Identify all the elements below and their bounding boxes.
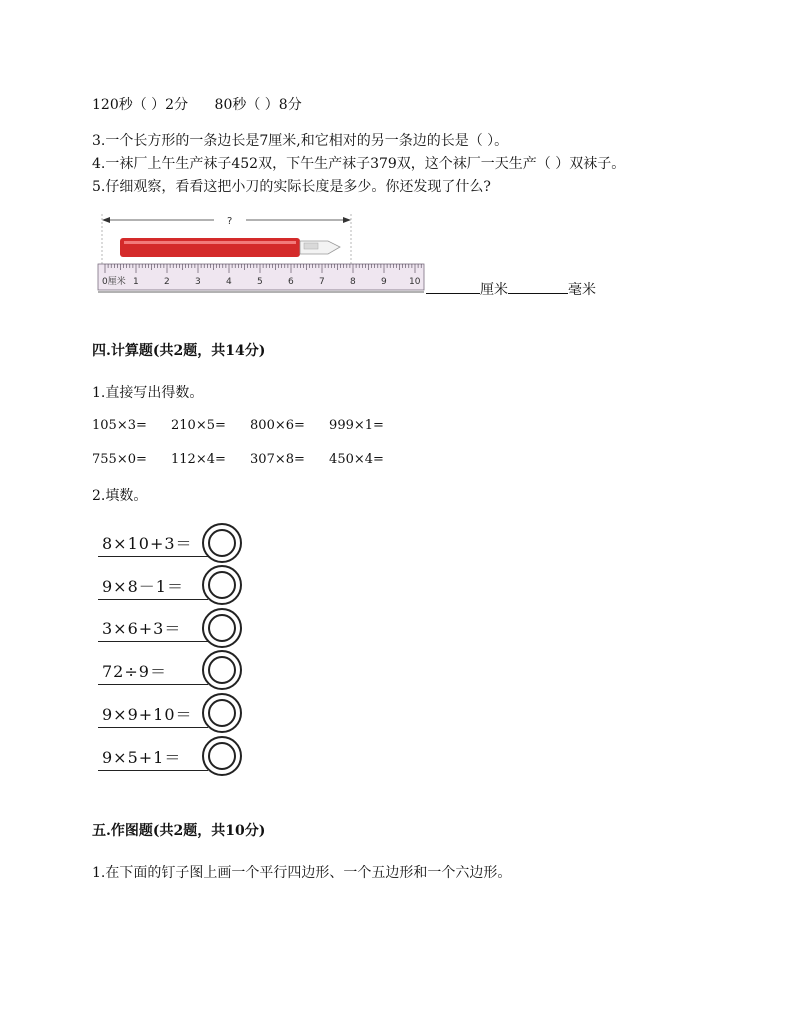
calc-item: 105×3= bbox=[92, 418, 147, 433]
calc-row-2 bbox=[92, 452, 404, 467]
answer-circle-inner bbox=[208, 699, 236, 727]
answer-circle-6[interactable] bbox=[202, 736, 242, 776]
ruler-unit-label: 0厘米 bbox=[102, 277, 126, 287]
answer-circle-2[interactable] bbox=[202, 565, 242, 605]
fill-row-4 bbox=[98, 662, 208, 685]
answer-blank-cm[interactable] bbox=[426, 279, 480, 294]
ruler-tick-label-4: 4 bbox=[226, 277, 232, 287]
answer-circle-inner bbox=[208, 529, 236, 557]
fill-row-2 bbox=[98, 577, 208, 600]
ruler-tick-label-1: 1 bbox=[133, 277, 139, 287]
answer-circle-3[interactable] bbox=[202, 608, 242, 648]
knife-slider bbox=[304, 243, 318, 249]
fill-expression: 8×10+3＝ bbox=[102, 534, 193, 553]
section4-title: 四.计算题(共2题，共14分) bbox=[92, 343, 266, 359]
convert-b: 80秒（ ）8分 bbox=[214, 97, 302, 113]
calc-item: 999×1= bbox=[329, 418, 384, 433]
answer-blank-mm[interactable] bbox=[508, 279, 568, 294]
ruler-tick-label-3: 3 bbox=[195, 277, 201, 287]
fill-row-3 bbox=[98, 619, 208, 642]
ruler-tick-label-7: 7 bbox=[319, 277, 325, 287]
knife-highlight bbox=[124, 241, 296, 244]
calc-item: 112×4= bbox=[171, 452, 226, 467]
fill-expression: 72÷9＝ bbox=[102, 662, 167, 681]
arrow-left-icon bbox=[102, 217, 110, 223]
fill-expression: 3×6+3＝ bbox=[102, 619, 182, 638]
unit-cm: 厘米 bbox=[480, 282, 508, 298]
ruler-figure bbox=[94, 208, 434, 298]
section4-q1: 1.直接写出得数。 bbox=[92, 385, 204, 401]
ruler-answer bbox=[426, 279, 596, 299]
knife-body bbox=[120, 238, 300, 257]
ruler-tick-label-8: 8 bbox=[350, 277, 356, 287]
convert-a: 120秒（ ）2分 bbox=[92, 97, 189, 113]
calc-row-1 bbox=[92, 418, 404, 433]
answer-circle-inner bbox=[208, 571, 236, 599]
arrow-right-icon bbox=[343, 217, 351, 223]
calc-item: 755×0= bbox=[92, 452, 147, 467]
ruler-tick-label-10: 10 bbox=[409, 277, 421, 287]
ruler-tick-label-9: 9 bbox=[381, 277, 387, 287]
answer-circle-4[interactable] bbox=[202, 650, 242, 690]
answer-circle-5[interactable] bbox=[202, 693, 242, 733]
answer-circle-inner bbox=[208, 742, 236, 770]
fill-row-1 bbox=[98, 534, 208, 557]
answer-circle-1[interactable] bbox=[202, 523, 242, 563]
fill-row-5 bbox=[98, 705, 208, 728]
fill-expression: 9×9+10＝ bbox=[102, 705, 193, 724]
convert-line bbox=[92, 94, 302, 114]
fill-row-6 bbox=[98, 748, 208, 771]
ruler-tick-label-2: 2 bbox=[164, 277, 170, 287]
calc-item: 450×4= bbox=[329, 452, 384, 467]
unit-mm: 毫米 bbox=[568, 282, 596, 298]
calc-item: 800×6= bbox=[250, 418, 305, 433]
calc-item: 210×5= bbox=[171, 418, 226, 433]
answer-circle-inner bbox=[208, 614, 236, 642]
answer-circle-inner bbox=[208, 656, 236, 684]
fill-expression: 9×5+1＝ bbox=[102, 748, 182, 767]
fill-expression: 9×8－1＝ bbox=[102, 577, 184, 596]
ruler-tick-label-5: 5 bbox=[257, 277, 263, 287]
measure-question-mark: ? bbox=[227, 216, 233, 227]
question-4: 4.一袜厂上午生产袜子452双，下午生产袜子379双，这个袜厂一天生产（ ）双袜子。 bbox=[92, 156, 626, 172]
section5-q1: 1.在下面的钉子图上画一个平行四边形、一个五边形和一个六边形。 bbox=[92, 865, 512, 881]
ruler-tick-label-6: 6 bbox=[288, 277, 294, 287]
section5-title: 五.作图题(共2题，共10分) bbox=[92, 823, 266, 839]
question-3: 3.一个长方形的一条边长是7厘米,和它相对的另一条边的长是（ ）。 bbox=[92, 133, 509, 149]
section4-q2: 2.填数。 bbox=[92, 488, 148, 504]
question-5: 5.仔细观察，看看这把小刀的实际长度是多少。你还发现了什么? bbox=[92, 179, 491, 195]
calc-item: 307×8= bbox=[250, 452, 305, 467]
